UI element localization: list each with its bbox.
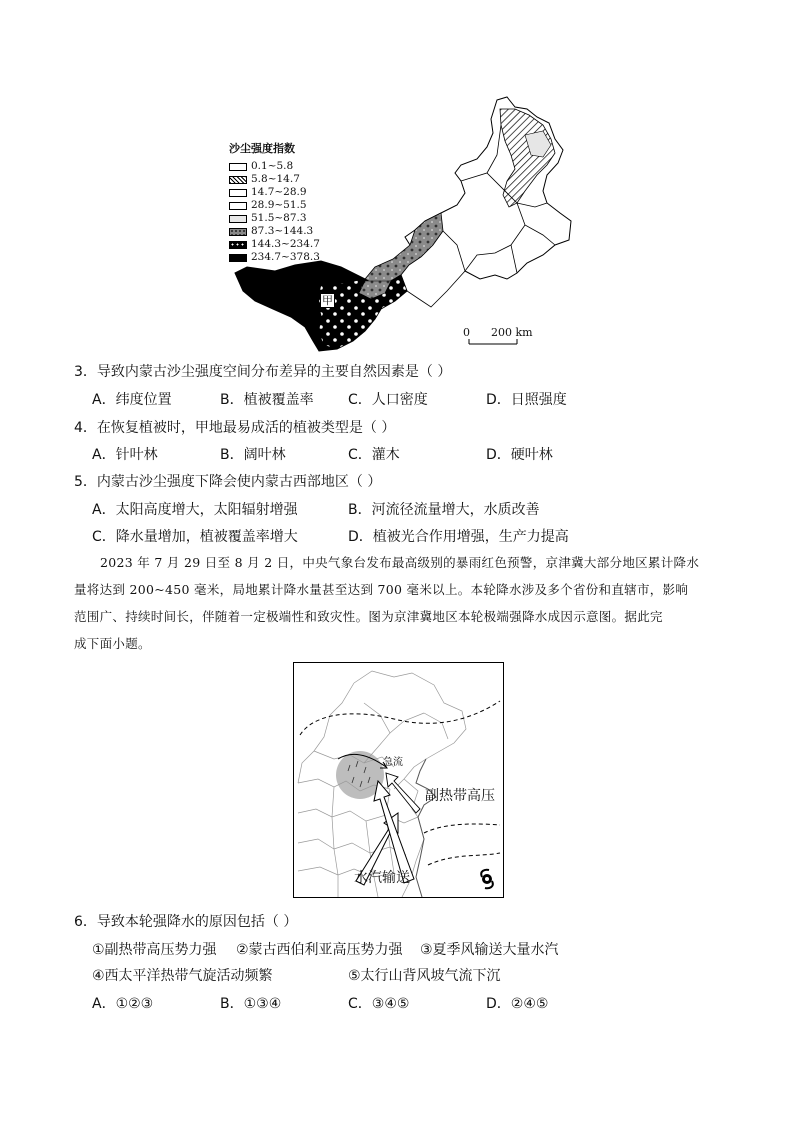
question-6-item-2: ②蒙古西伯利亚高压势力强 <box>236 942 403 958</box>
map-legend <box>229 140 320 264</box>
question-5-stem: 5．内蒙古沙尘强度下降会使内蒙古西部地区（ ） <box>74 474 382 490</box>
map-region-dotted <box>317 275 407 349</box>
place-label-jia: 甲 <box>322 294 333 307</box>
passage-line: 2023 年 7 月 29 日至 8 月 2 日，中央气象台发布最高级别的暴雨红色预警，京津冀大部分地区累计降水 <box>100 555 700 570</box>
subtropical-high-outer-contour <box>300 701 500 735</box>
label-vapor-transport: 水汽输送 <box>354 870 410 886</box>
question-4-stem: 4．在恢复植被时，甲地最易成活的植被类型是（ ） <box>74 420 396 436</box>
legend-title: 沙尘强度指数 <box>229 142 295 155</box>
question-6-option-a[interactable]: A．①②③ <box>92 996 154 1012</box>
question-3-option-d[interactable]: D．日照强度 <box>486 392 567 408</box>
question-5-option-b[interactable]: B．河流径流量增大，水质改善 <box>348 502 540 518</box>
legend-item: 51.5~87.3 <box>229 212 320 225</box>
label-subtropical-high: 副热带高压 <box>425 788 495 804</box>
passage-line: 量将达到 200~450 毫米，局地累计降水量甚至达到 700 毫米以上。本轮降水涉及多个省份和直辖市，影响 <box>74 582 689 597</box>
question-3-option-c[interactable]: C．人口密度 <box>348 392 428 408</box>
question-6-option-b[interactable]: B．①③④ <box>220 996 282 1012</box>
reading-passage <box>74 549 724 657</box>
question-4-option-b[interactable]: B．阔叶林 <box>220 447 286 463</box>
passage-line: 成下面小题。 <box>74 636 151 651</box>
scale-zero: 0 <box>463 326 470 339</box>
question-3-option-a[interactable]: A．纬度位置 <box>92 392 172 408</box>
question-3-option-b[interactable]: B．植被覆盖率 <box>220 392 314 408</box>
label-jet: 急流 <box>383 757 403 768</box>
question-6-item-4: ④西太平洋热带气旋活动频繁 <box>92 968 273 984</box>
legend-item: 0.1~5.8 <box>229 160 320 173</box>
typhoon-icon <box>481 870 493 888</box>
question-4-option-d[interactable]: D．硬叶林 <box>486 447 553 463</box>
rainfall-diagram <box>294 663 503 897</box>
question-6-stem: 6．导致本轮强降水的原因包括（ ） <box>74 914 298 930</box>
question-5-option-a[interactable]: A．太阳高度增大，太阳辐射增强 <box>92 502 298 518</box>
legend-item: 28.9~51.5 <box>229 199 320 212</box>
legend-item: 144.3~234.7 <box>229 238 320 251</box>
question-6-option-c[interactable]: C．③④⑤ <box>348 996 410 1012</box>
legend-item: 14.7~28.9 <box>229 186 320 199</box>
question-6-option-d[interactable]: D．②④⑤ <box>486 996 549 1012</box>
legend-item: 87.3~144.3 <box>229 225 320 238</box>
question-5-option-c[interactable]: C．降水量增加，植被覆盖率增大 <box>92 529 298 545</box>
subtropical-high-inner-contour <box>424 824 500 833</box>
question-6-item-1: ①副热带高压势力强 <box>92 942 217 958</box>
question-3-stem: 3．导致内蒙古沙尘强度空间分布差异的主要自然因素是（ ） <box>74 364 452 380</box>
question-4-option-c[interactable]: C．灌木 <box>348 447 400 463</box>
question-5-option-d[interactable]: D．植被光合作用增强，生产力提高 <box>348 529 569 545</box>
scale-label: 200 km <box>491 326 533 339</box>
legend-item: 5.8~14.7 <box>229 173 320 186</box>
question-6-item-3: ③夏季风输送大量水汽 <box>420 942 559 958</box>
question-4-option-a[interactable]: A．针叶林 <box>92 447 158 463</box>
question-6-item-5: ⑤太行山背风坡气流下沉 <box>348 968 501 984</box>
dust-map-figure <box>225 95 575 357</box>
passage-line: 范围广、持续时间长，伴随着一定极端性和致灾性。图为京津冀地区本轮极端强降水成因示意图。据此完 <box>74 609 663 624</box>
legend-item: 234.7~378.3 <box>229 251 320 264</box>
rainfall-cause-figure <box>293 662 504 898</box>
